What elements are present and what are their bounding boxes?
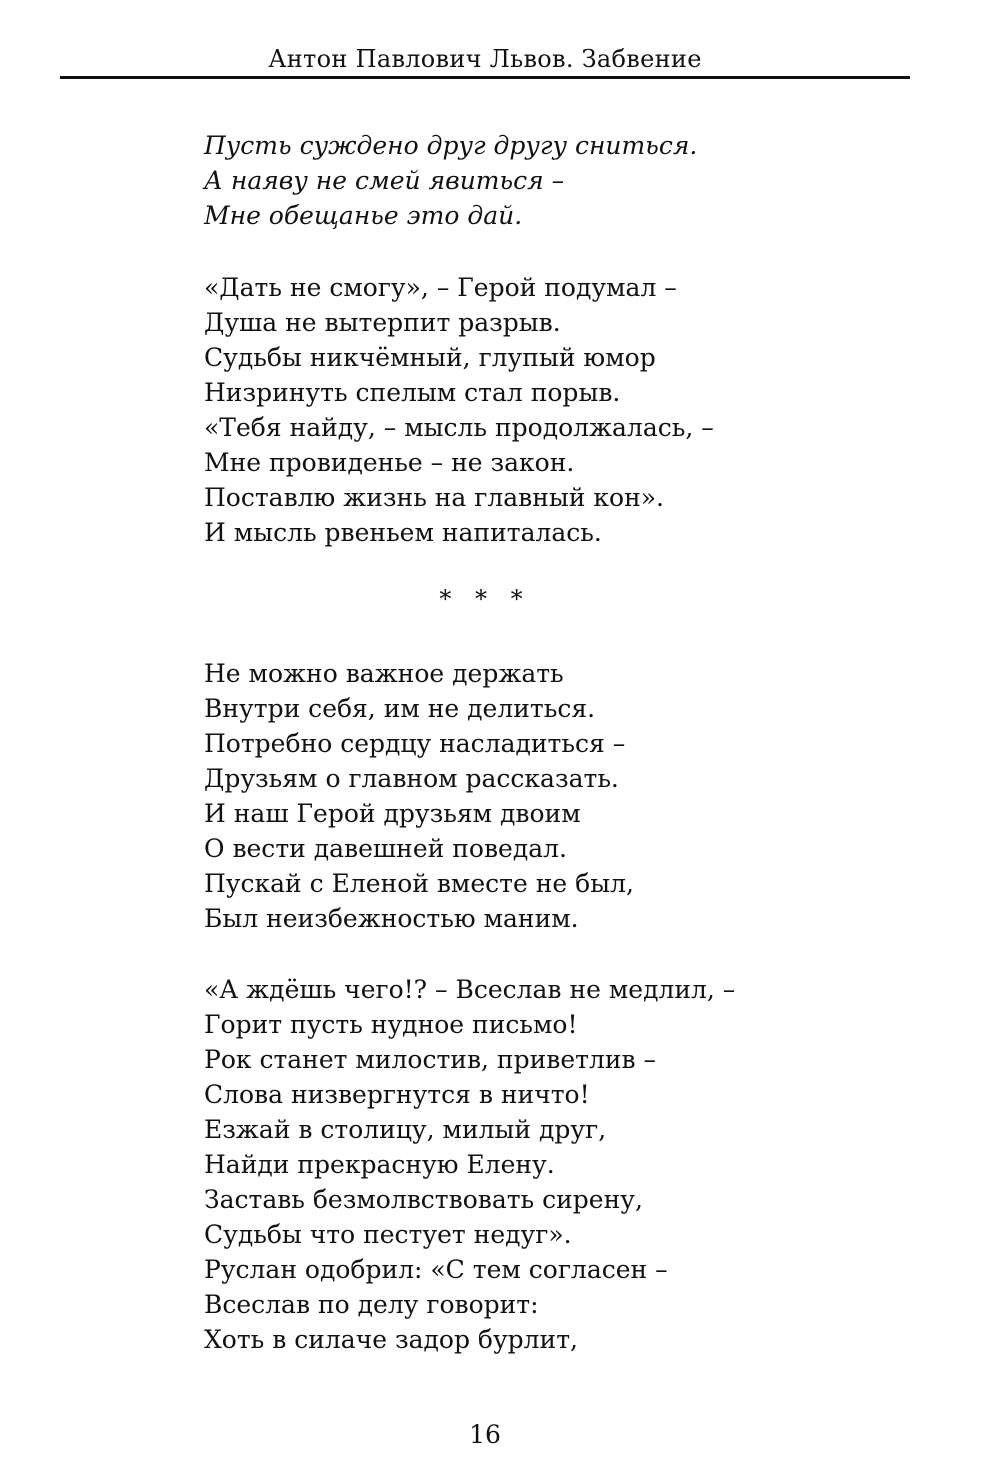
verse-line: Слова низвергнутся в ничто! [204,1080,590,1109]
verse-line: Был неизбежностью маним. [204,904,579,933]
running-head: Антон Павлович Львов. Забвение [268,45,702,73]
verse-line: Всеслав по делу говорит: [204,1290,539,1319]
verse-line: Хоть в силаче задор бурлит, [204,1325,578,1354]
verse-line: Низринуть спелым стал порыв. [204,378,621,407]
verse-line: А наяву не смей явиться – [204,166,565,195]
verse-line: Внутри себя, им не делиться. [204,694,596,723]
verse-line: Пускай с Еленой вместе не был, [204,869,634,898]
stanza-4 [204,972,844,1357]
verse-line: Найди прекрасную Елену. [204,1150,555,1179]
verse-line: Душа не вытерпит разрыв. [204,308,561,337]
verse-line: Друзьям о главном рассказать. [204,764,619,793]
verse-line: О вести давешней поведал. [204,834,567,863]
verse-line: Судьбы никчёмный, глупый юмор [204,343,656,372]
section-separator: * * * [439,585,531,613]
verse-line: Не можно важное держать [204,659,564,688]
page-number: 16 [469,1420,501,1449]
stanza-2 [204,270,844,550]
verse-line: «Дать не смогу», – Герой подумал – [204,273,677,302]
verse-line: Поставлю жизнь на главный кон». [204,483,664,512]
verse-line: И мысль рвеньем напиталась. [204,518,602,547]
verse-line: Руслан одобрил: «С тем согласен – [204,1255,668,1284]
stanza-3 [204,656,844,936]
header-rule [60,76,910,79]
verse-line: «А ждёшь чего!? – Всеслав не медлил, – [204,975,736,1004]
verse-line: Пусть суждено друг другу сниться. [204,131,698,160]
verse-line: «Тебя найду, – мысль продолжалась, – [204,413,714,442]
verse-line: Мне обещанье это дай. [204,201,523,230]
verse-line: И наш Герой друзьям двоим [204,799,581,828]
verse-line: Рок станет милостив, приветлив – [204,1045,657,1074]
verse-line: Езжай в столицу, милый друг, [204,1115,607,1144]
stanza-1 [204,128,844,233]
verse-line: Мне провиденье – не закон. [204,448,575,477]
verse-line: Заставь безмолвствовать сирену, [204,1185,643,1214]
verse-line: Горит пусть нудное письмо! [204,1010,578,1039]
verse-line: Судьбы что пестует недуг». [204,1220,572,1249]
verse-line: Потребно сердцу насладиться – [204,729,626,758]
